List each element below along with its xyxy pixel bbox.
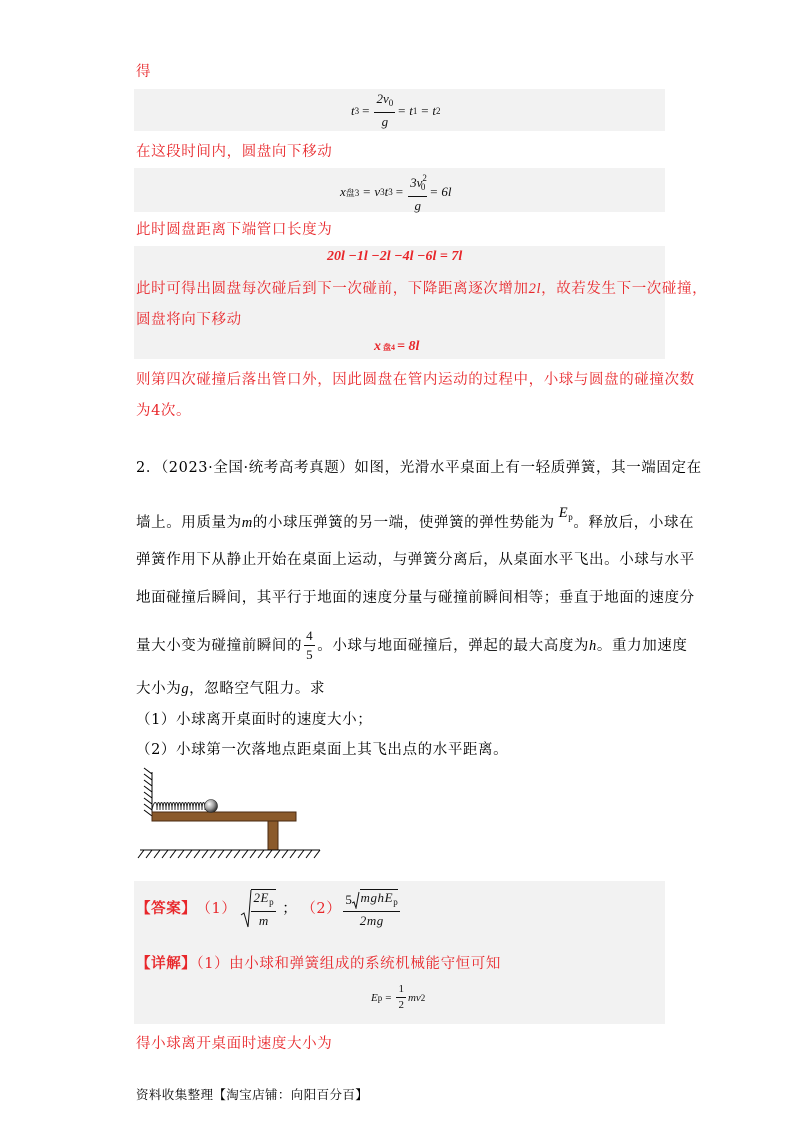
text-zai-zhe: 在这段时间内，圆盘向下移动	[136, 144, 333, 160]
table-top	[152, 812, 296, 821]
problem-line-3: 弹簧作用下从静止开始在桌面上运动，与弹簧分离后，从桌面水平飞出。小球与水平	[136, 552, 695, 568]
problem-number: 2．	[136, 460, 161, 476]
question-2: （2）小球第一次落地点距桌面上其飞出点的水平距离。	[136, 742, 509, 758]
wall	[144, 768, 152, 818]
answer-line: 【答案】 （1） $\frac{2E_p}{m}$ ； （2） 5 mghE$_p$ 2mg	[136, 887, 402, 931]
question-1: （1）小球离开桌面时的速度大小；	[136, 712, 373, 728]
detail-after: 得小球离开桌面时速度大小为	[136, 1036, 333, 1052]
answer-2-expression: 5 mghE$_p$ 2mg	[345, 890, 399, 928]
equation-x-pan3: x 盘3 = v 3 t 3 = $\frac{3v^2_0}{g}$ = 6l	[340, 170, 451, 214]
problem-line-1: 2．（2023·全国·统考高考真题）如图，光滑水平桌面上有一轻质弹簧，其一端固定在	[136, 460, 702, 476]
text-ze-di-4: 则第四次碰撞后落出管口外，因此圆盘在管内运动的过程中，小球与圆盘的碰撞次数	[136, 372, 695, 388]
ball	[205, 800, 218, 813]
text-yuan-pan: 圆盘将向下移动	[136, 312, 242, 328]
problem-line-2: 墙上。用质量为 m 的小球压弹簧的另一端，使弹簧的弹性势能为 $E_p$ 。释放后，小球在	[136, 505, 695, 531]
problem-line-6: 大小为g，忽略空气阻力。求	[136, 681, 326, 697]
text-ke-de: 此时可得出圆盘每次碰后到下一次碰前，下降距离逐次增加2l，故若发生下一次碰撞，	[136, 281, 708, 297]
answer-tag: 【答案】	[136, 900, 197, 917]
problem-line-5: 量大小变为碰撞前瞬间的 $\frac{4}{5}$ 。小球与地面碰撞后，弹起的最大高度为 h 。重力加速度	[136, 628, 688, 662]
equation-distance-7l: 20l −1l −2l −4l −6l = 7l	[327, 249, 463, 264]
footer-source: 资料收集整理【淘宝店铺：向阳百分百】	[136, 1087, 369, 1102]
text-wei-4: 为4次。	[136, 403, 192, 419]
equation-energy: E p = $\frac{1}{2}$ mv 2	[371, 983, 426, 1011]
text-de: 得	[136, 64, 152, 80]
detail-line: 【详解】（1）由小球和弹簧组成的系统机械能守恒可知	[136, 955, 501, 972]
ground	[138, 850, 320, 858]
spring	[152, 803, 205, 811]
equation-t3: t 3 = $\frac{2v_0}{g}$ = t 1 = t 2	[351, 91, 441, 129]
detail-tag: 【详解】	[136, 955, 197, 972]
table-leg	[268, 821, 278, 850]
answer-1-expression: $\frac{2E_p}{m}$	[240, 889, 278, 929]
spring-table-figure	[136, 766, 326, 868]
problem-line-4: 地面碰撞后瞬间，其平行于地面的速度分量与碰撞前瞬间相等；垂直于地面的速度分	[136, 590, 695, 606]
equation-x-pan4: x 盘4 = 8l	[374, 339, 420, 354]
text-ci-shi: 此时圆盘距离下端管口长度为	[136, 222, 333, 238]
